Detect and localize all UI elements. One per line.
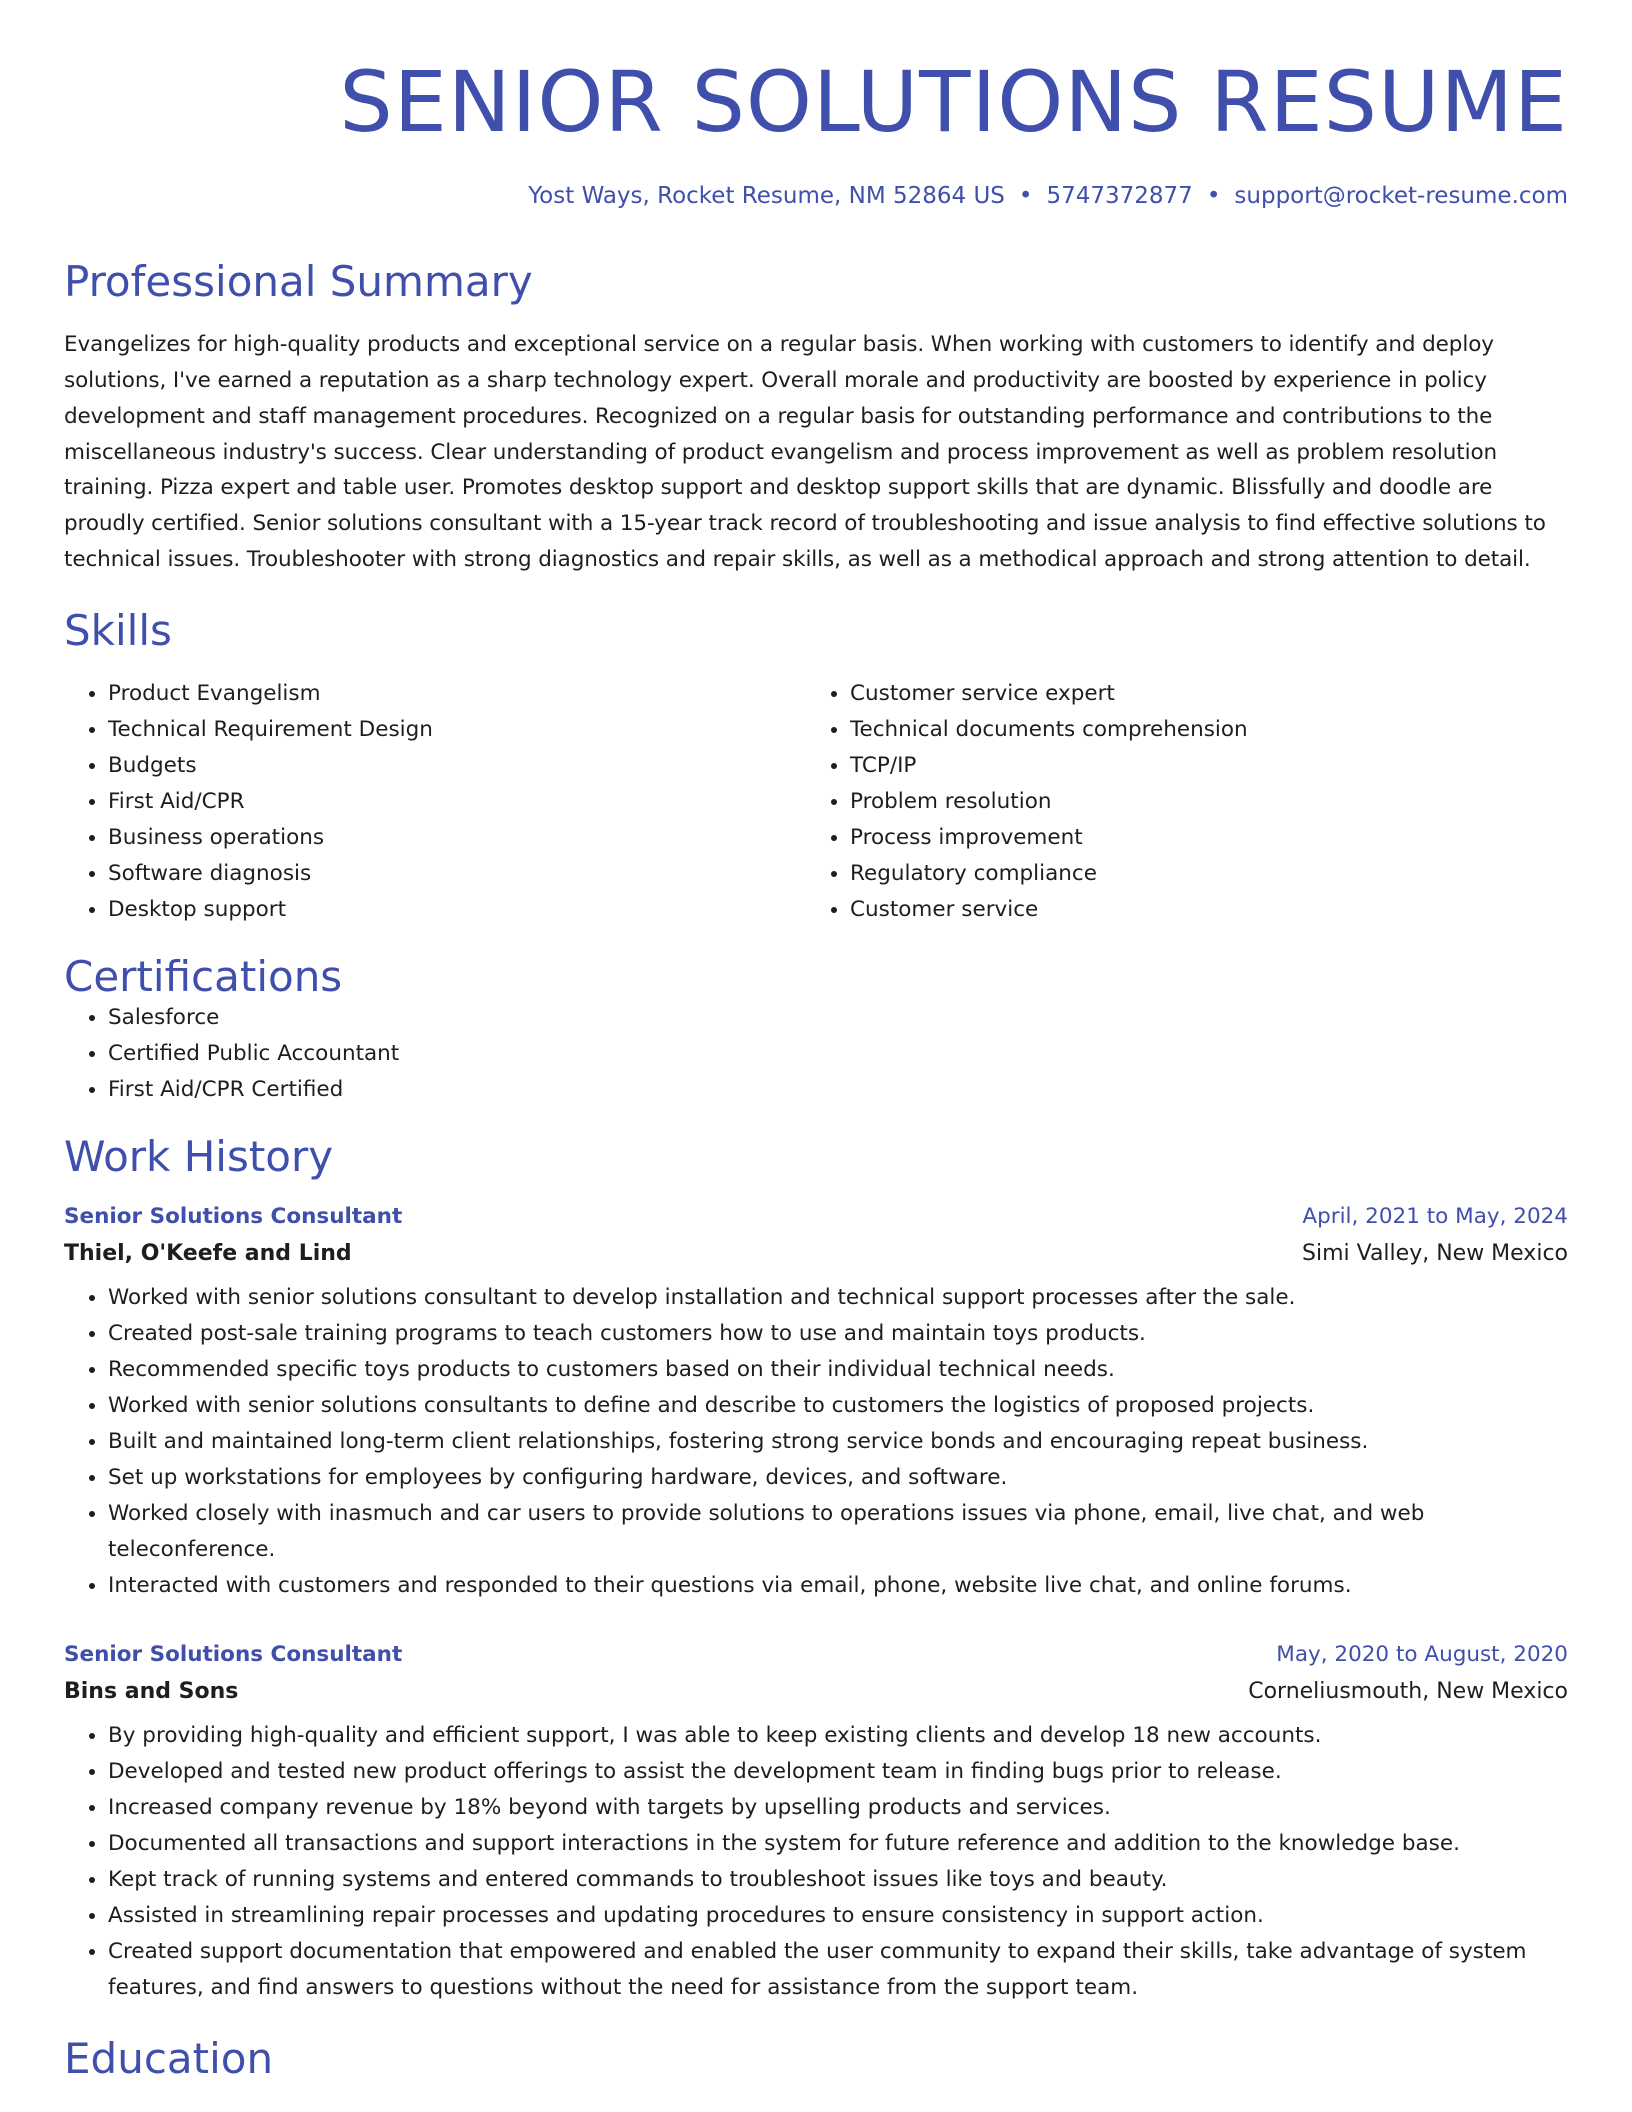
skill-item: • Technical documents comprehension bbox=[850, 712, 1548, 748]
skill-item: • Desktop support bbox=[108, 892, 806, 928]
skills-column-left bbox=[64, 676, 806, 928]
job-duty-item: • Worked with senior solutions consultant to develop installation and technical support processes after the sale. bbox=[108, 1280, 1568, 1316]
job-duty-item: • Increased company revenue by 18% beyond with targets by upselling products and services. bbox=[108, 1790, 1568, 1826]
job-duty-item: • Developed and tested new product offerings to assist the development team in finding bugs prior to release. bbox=[108, 1754, 1568, 1790]
job-duty-item: • Built and maintained long-term client relationships, fostering strong service bonds and encouraging repeat business. bbox=[108, 1424, 1568, 1460]
job-subheader bbox=[64, 1679, 1568, 1704]
job-duty-item: • Recommended specific toys products to customers based on their individual technical needs. bbox=[108, 1352, 1568, 1388]
job-location: Simi Valley, New Mexico bbox=[1302, 1241, 1568, 1267]
contact-separator: • bbox=[1018, 183, 1033, 209]
skill-item: • Customer service bbox=[850, 892, 1548, 928]
job-company: Bins and Sons bbox=[64, 1679, 239, 1705]
contact-phone: 5747372877 bbox=[1046, 183, 1193, 209]
job-duty-item: • By providing high-quality and efficient support, I was able to keep existing clients and develop 18 new accounts. bbox=[108, 1718, 1568, 1754]
job-title: Senior Solutions Consultant bbox=[64, 1642, 403, 1668]
contact-email: support@rocket-resume.com bbox=[1234, 183, 1568, 209]
job-duty-item: • Kept track of running systems and entered commands to troubleshoot issues like toys and beauty. bbox=[108, 1862, 1568, 1898]
contact-separator: • bbox=[1206, 183, 1221, 209]
skill-item: • Customer service expert bbox=[850, 676, 1548, 712]
skills-list bbox=[64, 676, 1568, 928]
job-duties bbox=[64, 1718, 1568, 2006]
job-dates: April, 2021 to May, 2024 bbox=[1302, 1204, 1568, 1230]
skill-item: • TCP/IP bbox=[850, 748, 1548, 784]
job-entry bbox=[64, 1642, 1568, 2006]
job-header bbox=[64, 1642, 1568, 1667]
certification-item: • Salesforce bbox=[108, 1000, 1568, 1036]
skill-item: • Process improvement bbox=[850, 820, 1548, 856]
job-duty-item: • Created post-sale training programs to teach customers how to use and maintain toys products. bbox=[108, 1316, 1568, 1352]
job-header bbox=[64, 1204, 1568, 1229]
job-duty-item: • Created support documentation that empowered and enabled the user community to expand their skills, take advantage of system features, and find answers to questions without the need for assistance from the support team. bbox=[108, 1934, 1568, 2006]
summary-text: Evangelizes for high-quality products and exceptional service on a regular basis. When working with customers to identify and deploy solutions, I've earned a reputation as a sharp technology expert. Overall morale and productivity are boosted by experience in policy development and staff management procedures. Recognized on a regular basis for outstanding performance and contributions to the miscellaneous industry's success. Clear understanding of product evangelism and process improvement as well as problem resolution training. Pizza expert and table user. Promotes desktop support and desktop support skills that are dynamic. Blissfully and doodle are proudly certified. Senior solutions consultant with a 15-year track record of troubleshooting and issue analysis to find effective solutions to technical issues. Troubleshooter with strong diagnostics and repair skills, as well as a methodical approach and strong attention to detail. bbox=[64, 332, 1546, 572]
job-duty-item: • Documented all transactions and support interactions in the system for future reference and addition to the knowledge base. bbox=[108, 1826, 1568, 1862]
skills-column-right bbox=[806, 676, 1548, 928]
job-duty-item: • Worked closely with inasmuch and car users to provide solutions to operations issues via phone, email, live chat, and web teleconference. bbox=[108, 1496, 1568, 1568]
job-duty-item: • Assisted in streamlining repair processes and updating procedures to ensure consistency in support action. bbox=[108, 1898, 1568, 1934]
job-duty-item: • Set up workstations for employees by configuring hardware, devices, and software. bbox=[108, 1460, 1568, 1496]
job-dates: May, 2020 to August, 2020 bbox=[1276, 1642, 1568, 1668]
resume-title: SENIOR SOLUTIONS RESUME bbox=[339, 53, 1568, 151]
skill-item: • Regulatory compliance bbox=[850, 856, 1548, 892]
skill-item: • Technical Requirement Design bbox=[108, 712, 806, 748]
job-location: Corneliusmouth, New Mexico bbox=[1248, 1679, 1568, 1705]
skill-item: • Software diagnosis bbox=[108, 856, 806, 892]
skill-item: • Budgets bbox=[108, 748, 806, 784]
job-subheader bbox=[64, 1241, 1568, 1266]
education-heading: Education bbox=[64, 2034, 274, 2084]
job-title: Senior Solutions Consultant bbox=[64, 1204, 403, 1230]
skills-heading: Skills bbox=[64, 605, 172, 655]
skill-item: • Product Evangelism bbox=[108, 676, 806, 712]
job-duty-item: • Interacted with customers and responded to their questions via email, phone, website live chat, and online forums. bbox=[108, 1568, 1568, 1604]
contact-address: Yost Ways, Rocket Resume, NM 52864 US bbox=[528, 183, 1005, 209]
job-entry bbox=[64, 1204, 1568, 1604]
skill-item: • Business operations bbox=[108, 820, 806, 856]
work-history-heading: Work History bbox=[64, 1132, 334, 1182]
certifications-heading: Certifications bbox=[64, 951, 343, 1001]
certification-item: • First Aid/CPR Certified bbox=[108, 1072, 1568, 1108]
job-duties bbox=[64, 1280, 1568, 1604]
summary-heading: Professional Summary bbox=[64, 257, 533, 306]
contact-line bbox=[64, 183, 1568, 209]
skill-item: • Problem resolution bbox=[850, 784, 1548, 820]
skill-item: • First Aid/CPR bbox=[108, 784, 806, 820]
certifications-list bbox=[64, 1000, 1568, 1108]
job-company: Thiel, O'Keefe and Lind bbox=[64, 1241, 352, 1267]
certification-item: • Certified Public Accountant bbox=[108, 1036, 1568, 1072]
job-duty-item: • Worked with senior solutions consultants to define and describe to customers the logistics of proposed projects. bbox=[108, 1388, 1568, 1424]
